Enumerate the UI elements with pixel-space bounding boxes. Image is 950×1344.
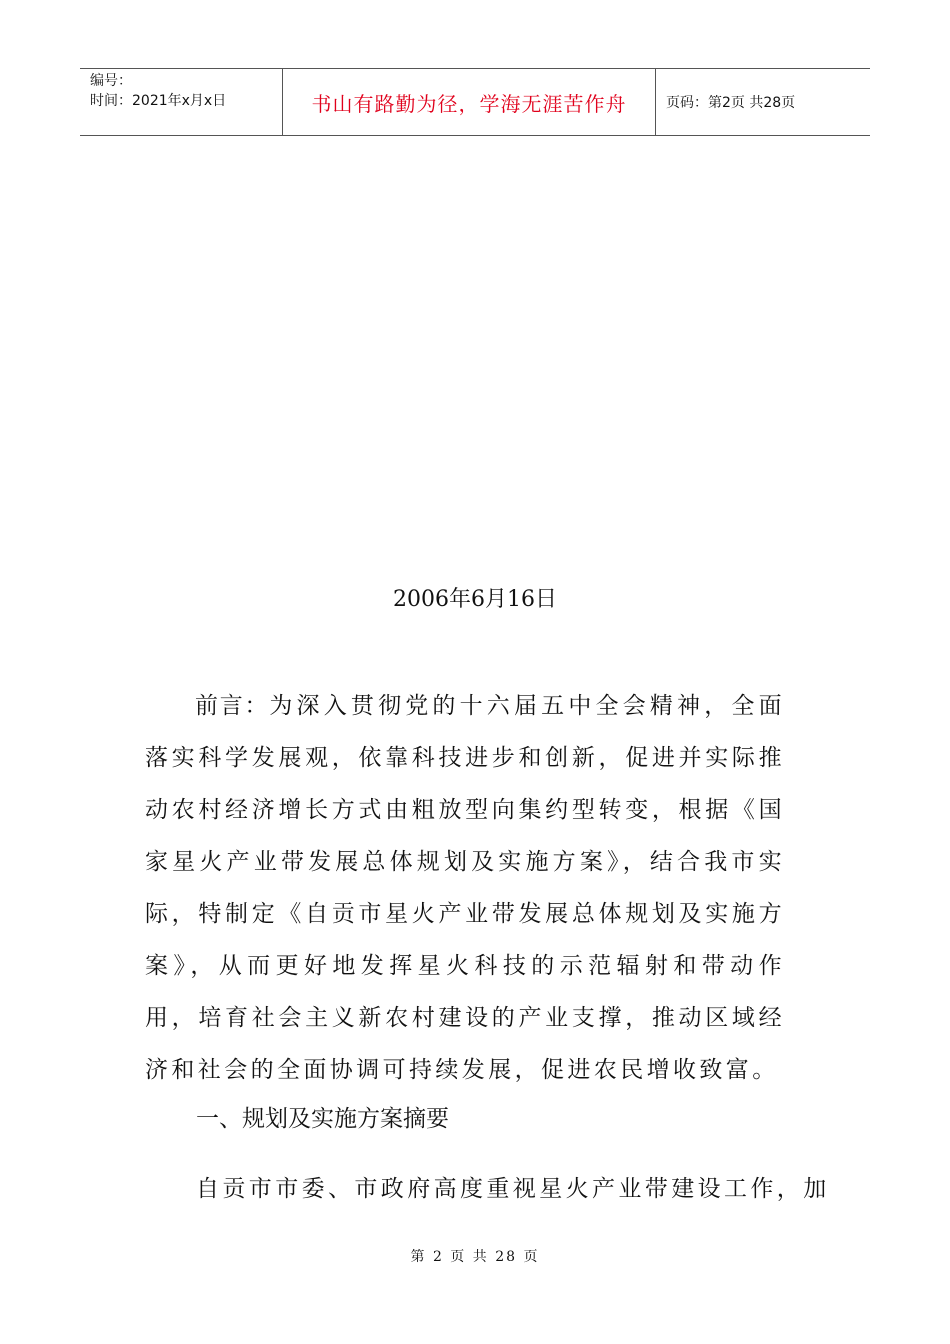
header-motto: 书山有路勤为径，学海无涯苦作舟	[282, 69, 656, 135]
preface-body: 为深入贯彻党的十六届五中全会精神，全面落实科学发展观，依靠科技进步和创新，促进并实际推动农村经济增长方式由粗放型向集约型转变，根据《国家星火产业带发展总体规划及实施方案》，结合我市实际，特制定《自贡市星火产业带发展总体规划及实施方案》，从而更好地发挥星火科技的示范辐射和带动作用，培育社会主义新农村建设的产业支撑，推动区域经济和社会的全面协调可持续发展，促进农民增收致富。	[145, 693, 785, 1083]
header-meta	[80, 69, 282, 135]
page-header	[80, 68, 870, 136]
section-heading: 一、规划及实施方案摘要	[196, 1106, 449, 1132]
document-date: 2006年6月16日	[393, 587, 557, 612]
serial-label: 编号：	[90, 73, 132, 89]
preface-lead: 前言：	[195, 693, 270, 719]
header-page-info: 页码：第2页 共28页	[666, 95, 796, 111]
section-paragraph: 自贡市市委、市政府高度重视星火产业带建设工作，加	[196, 1176, 830, 1202]
page-footer: 第 2 页 共 28 页	[410, 1249, 540, 1265]
preface-paragraph	[145, 680, 785, 1096]
time-label: 时间：2021年x月x日	[90, 93, 227, 109]
